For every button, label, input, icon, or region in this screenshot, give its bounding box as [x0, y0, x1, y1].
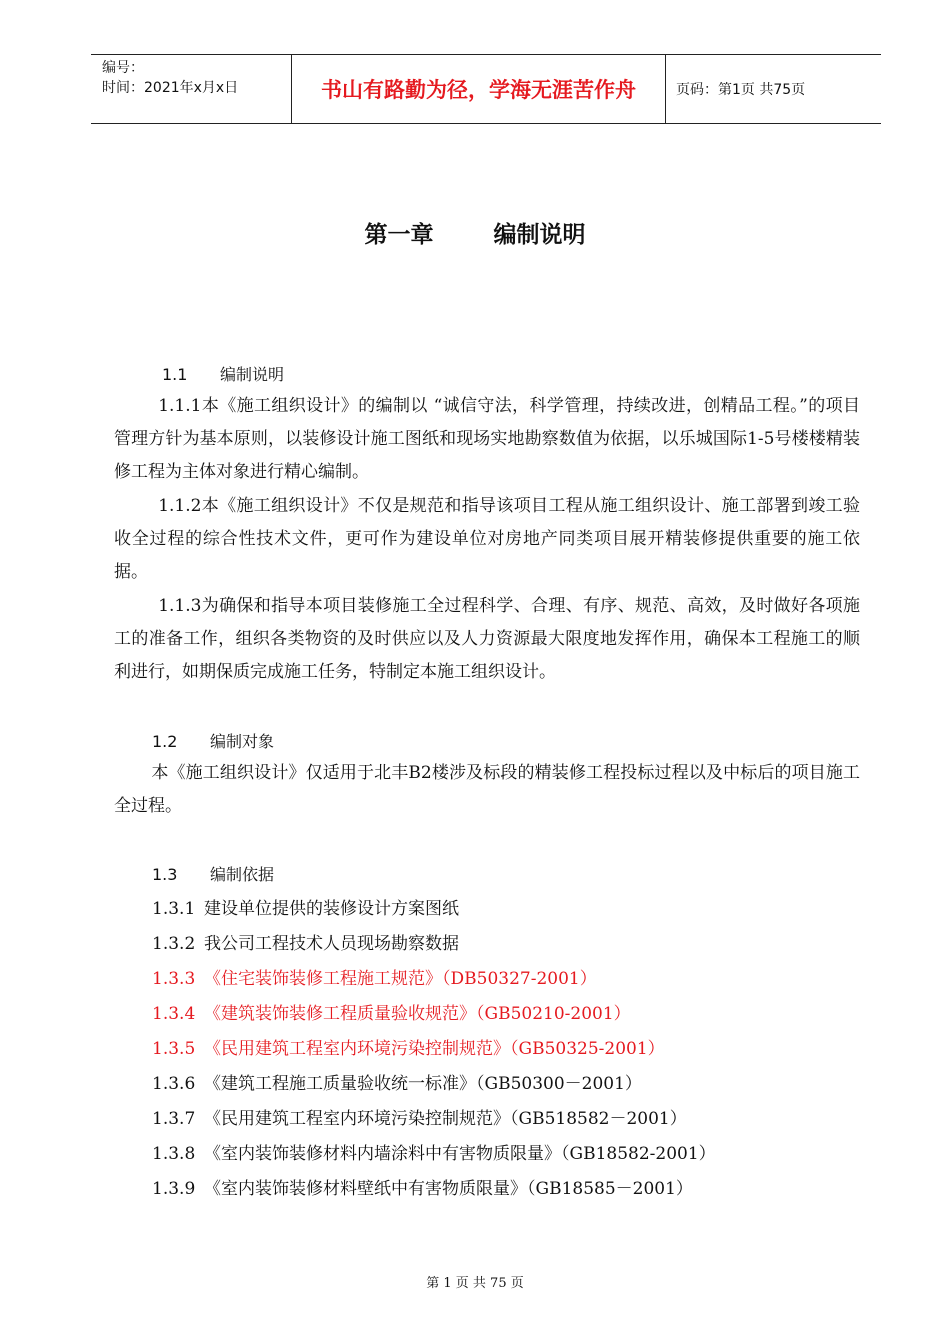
section-number: 1.1	[162, 365, 188, 384]
section-title: 编制说明	[220, 365, 285, 384]
reference-item: 1.3.2 我公司工程技术人员现场勘察数据	[152, 934, 459, 954]
section-heading-1-3	[152, 862, 274, 885]
chapter-number: 第一章	[364, 222, 434, 248]
section-heading-1-1	[162, 362, 284, 385]
chapter-title: 编制说明	[493, 222, 586, 248]
section-number: 1.2	[152, 732, 178, 751]
section-title: 编制对象	[210, 732, 275, 751]
header-motto: 书山有路勤为径，学海无涯苦作舟	[292, 55, 666, 123]
section-title: 编制依据	[210, 865, 275, 884]
reference-item-highlighted: 1.3.5 《民用建筑工程室内环境污染控制规范》（GB50325-2001）	[152, 1039, 665, 1059]
reference-item: 1.3.9 《室内装饰装修材料壁纸中有害物质限量》（GB18585－2001）	[152, 1179, 693, 1199]
header-page-info: 页码：第1页 共75页	[676, 82, 806, 98]
paragraph-1-1-1: 1.1.1本《施工组织设计》的编制以 “诚信守法，科学管理，持续改进，创精品工程。”的项目管理方针为基本原则，以装修设计施工图纸和现场实地勘察数值为依据，以乐城国际1-5号楼楼精装修工程为主体对象进行精心编制。	[114, 396, 860, 482]
reference-item-highlighted: 1.3.3 《住宅装饰装修工程施工规范》（DB50327-2001）	[152, 969, 597, 989]
section-number: 1.3	[152, 865, 178, 884]
time-label: 时间：2021年x月x日	[102, 80, 239, 96]
header-meta	[91, 55, 292, 123]
code-label: 编号：	[102, 60, 144, 76]
reference-item: 1.3.1 建设单位提供的装修设计方案图纸	[152, 899, 459, 919]
paragraph-1-1-2: 1.1.2本《施工组织设计》不仅是规范和指导该项目工程从施工组织设计、施工部署到竣工验收全过程的综合性技术文件，更可作为建设单位对房地产同类项目展开精装修提供重要的施工依据。	[114, 496, 860, 582]
reference-item: 1.3.8 《室内装饰装修材料内墙涂料中有害物质限量》（GB18582-2001）	[152, 1144, 716, 1164]
paragraph-1-1-3: 1.1.3为确保和指导本项目装修施工全过程科学、合理、有序、规范、高效，及时做好各项施工的准备工作，组织各类物资的及时供应以及人力资源最大限度地发挥作用，确保本工程施工的顺利进行，如期保质完成施工任务，特制定本施工组织设计。	[114, 596, 860, 682]
chapter-heading	[0, 216, 950, 249]
reference-item: 1.3.6 《建筑工程施工质量验收统一标准》（GB50300－2001）	[152, 1074, 642, 1094]
reference-item-highlighted: 1.3.4 《建筑装饰装修工程质量验收规范》（GB50210-2001）	[152, 1004, 631, 1024]
reference-item: 1.3.7 《民用建筑工程室内环境污染控制规范》（GB518582－2001）	[152, 1109, 687, 1129]
page-header	[91, 54, 881, 124]
section-heading-1-2	[152, 729, 274, 752]
page-footer: 第 1 页 共 75 页	[426, 1276, 524, 1291]
paragraph-1-2: 本《施工组织设计》仅适用于北丰B2楼涉及标段的精装修工程投标过程以及中标后的项目施工全过程。	[114, 763, 860, 816]
